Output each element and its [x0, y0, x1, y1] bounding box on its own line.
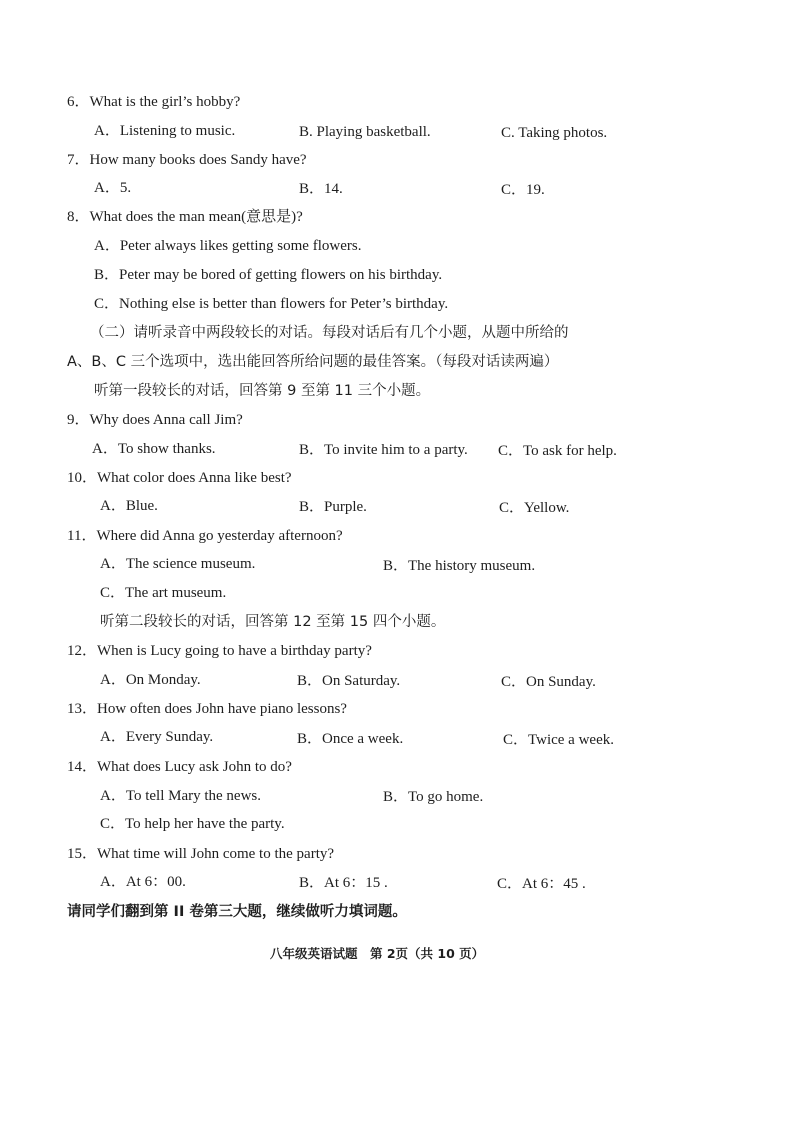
question-14-option-b: B．To go home. — [383, 789, 484, 805]
question-12-option-c: C．On Sunday. — [501, 674, 596, 690]
question-11-option-a: A．The science museum. — [100, 556, 256, 572]
dialog-1-instruction: 听第一段较长的对话，回答第 9 至第 11 三个小题。 — [94, 383, 431, 399]
question-7-option-b: B．14. — [299, 181, 343, 197]
question-12-option-a: A．On Monday. — [100, 672, 201, 688]
page-footer: 八年级英语试题 第 2页（共 10 页） — [270, 946, 485, 961]
question-12-option-b: B．On Saturday. — [297, 673, 401, 689]
question-13-option-c: C．Twice a week. — [503, 732, 614, 748]
question-13-stem: 13．How often does John have piano lessons? — [67, 701, 347, 717]
question-14-option-a: A．To tell Mary the news. — [100, 788, 262, 804]
question-8-stem: 8．What does the man mean(意思是)? — [67, 209, 303, 225]
turn-page-instruction: 请同学们翻到第 II 卷第三大题，继续做听力填词题。 — [67, 904, 407, 920]
question-10-option-c: C．Yellow. — [499, 500, 570, 516]
section-2-instruction-line1: （二）请听录音中两段较长的对话。每段对话后有几个小题，从题中所给的 — [90, 325, 569, 341]
question-6-option-c: C. Taking photos. — [501, 125, 608, 141]
question-8-option-b: B．Peter may be bored of getting flowers on his birthday. — [94, 267, 443, 283]
question-15-stem: 15．What time will John come to the party? — [67, 846, 335, 862]
question-7-option-c: C．19. — [501, 182, 545, 198]
question-14-option-c: C．To help her have the party. — [100, 816, 285, 832]
question-12-stem: 12．When is Lucy going to have a birthday party? — [67, 643, 372, 659]
question-15-option-b: B．At 6：15 . — [299, 875, 388, 891]
question-13-option-a: A．Every Sunday. — [100, 729, 214, 745]
question-10-option-a: A．Blue. — [100, 498, 158, 514]
question-11-option-c: C．The art museum. — [100, 585, 227, 601]
question-6-stem: 6．What is the girl’s hobby? — [67, 94, 241, 110]
question-8-option-a: A．Peter always likes getting some flowers. — [94, 238, 362, 254]
question-9-option-b: B．To invite him to a party. — [299, 442, 468, 458]
question-15-option-a: A．At 6：00. — [100, 874, 186, 890]
question-11-stem: 11．Where did Anna go yesterday afternoon? — [67, 528, 343, 544]
section-2-instruction-line2: A、B、C 三个选项中，选出能回答所给问题的最佳答案。（每段对话读两遍） — [67, 354, 559, 370]
question-14-stem: 14．What does Lucy ask John to do? — [67, 759, 292, 775]
dialog-2-instruction: 听第二段较长的对话，回答第 12 至第 15 四个小题。 — [100, 614, 446, 630]
question-9-option-a: A．To show thanks. — [92, 441, 216, 457]
question-15-option-c: C．At 6：45 . — [497, 876, 586, 892]
question-10-stem: 10．What color does Anna like best? — [67, 470, 292, 486]
question-11-option-b: B．The history museum. — [383, 558, 536, 574]
question-9-option-c: C．To ask for help. — [498, 443, 617, 459]
question-13-option-b: B．Once a week. — [297, 731, 404, 747]
question-7-stem: 7．How many books does Sandy have? — [67, 152, 307, 168]
question-6-option-b: B. Playing basketball. — [299, 124, 431, 140]
question-6-option-a: A．Listening to music. — [94, 123, 236, 139]
question-9-stem: 9．Why does Anna call Jim? — [67, 412, 243, 428]
question-7-option-a: A．5. — [94, 180, 132, 196]
question-8-option-c: C．Nothing else is better than flowers for Peter’s birthday. — [94, 296, 449, 312]
question-10-option-b: B．Purple. — [299, 499, 367, 515]
